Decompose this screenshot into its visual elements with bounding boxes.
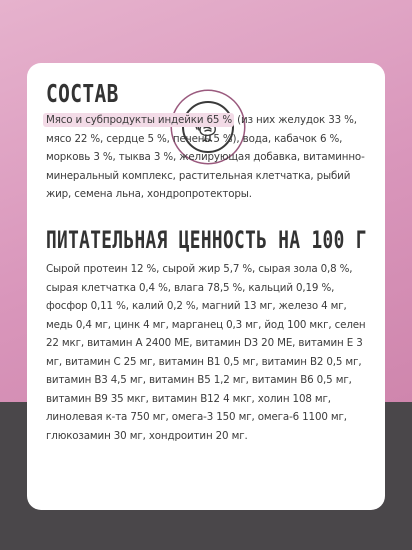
info-card [27,63,385,510]
nutrition-title: ПИТАТЕЛЬНАЯ ЦЕННОСТЬ НА 100 Г [46,226,367,254]
composition-title: СОСТАВ [46,79,119,108]
composition-rest: (из них желудок 33 %, мясо 22 %, сердце 5 %, печень 5 %), вода, кабачок 6 %, морковь 3 %, тыква 3 %, желирующая добавка, витаминно-минеральный комплекс, растительная клетчатка, рыбий жир, семена льна, хондропротекторы. [46,114,365,200]
composition-text [46,111,372,204]
composition-highlight: Мясо и субпродукты индейки 65 % [43,113,234,127]
nutrition-text: Сырой протеин 12 %, сырой жир 5,7 %, сырая зола 0,8 %, сырая клетчатка 0,4 %, влага 78,5 %, кальций 0,19 %, фосфор 0,11 %, калий 0,2 %, магний 13 мг, железо 4 мг, медь 0,4 мг, цинк 4 мг, марганец 0,3 мг, йод 100 мкг, селен 22 мкг, витамин A 2400 МЕ, витамин D3 20 МЕ, витамин Е 3 мг, витамин С 25 мг, витамин В1 0,5 мг, витамин В2 0,5 мг, витамин В3 4,5 мг, витамин В5 1,2 мг, витамин В6 0,5 мг, витамин В9 35 мкг, витамин В12 4 мкг, холин 108 мг, линолевая к-та 750 мг, омега-3 150 мг, омега-6 1100 мг, глюкозамин 30 мг, хондроитин 20 мг. [46,263,366,442]
